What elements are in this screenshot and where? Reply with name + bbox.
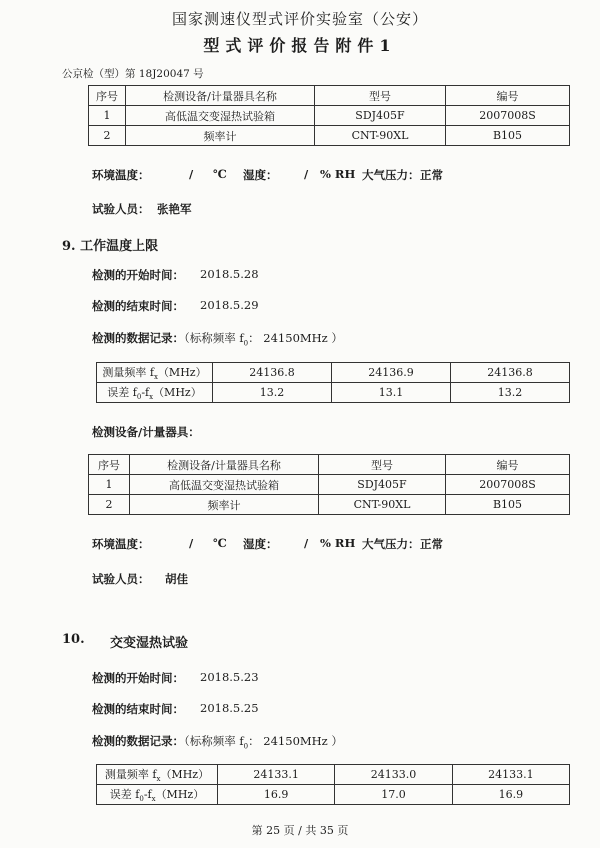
nominal-freq-sub: 0 — [243, 742, 249, 751]
measured-freq-text: 测量频率 f — [104, 767, 157, 781]
nominal-freq-prefix: （标称频率 f — [184, 331, 244, 345]
end-time-value: 2018.5.25 — [200, 701, 259, 715]
measured-freq-label — [97, 765, 218, 785]
table-cell: 16.9 — [218, 785, 335, 805]
data-record-label-text: 检测的数据记录： — [92, 734, 184, 748]
nominal-freq-prefix: （标称频率 f — [184, 734, 244, 748]
env-temp-label: 环境温度： — [92, 537, 150, 551]
table-cell: 1 — [89, 475, 130, 495]
measurement-table-10 — [96, 764, 570, 805]
humidity-unit: % RH — [320, 536, 356, 550]
env-temp-value: / — [189, 167, 194, 181]
table-cell: B105 — [446, 126, 570, 146]
section-9-title: 9. 工作温度上限 — [62, 239, 159, 254]
measured-freq-label — [97, 363, 213, 383]
table-row — [97, 785, 570, 805]
table-header-cell: 型号 — [315, 86, 446, 106]
table-cell: 频率计 — [130, 495, 319, 515]
table-row — [89, 475, 570, 495]
table-header-cell: 检测设备/计量器具名称 — [126, 86, 315, 106]
table-header-cell: 编号 — [446, 455, 570, 475]
table-cell: 高低温交变湿热试验箱 — [126, 106, 315, 126]
table-cell: SDJ405F — [315, 106, 446, 126]
env-temp-value: / — [189, 536, 194, 550]
error-sub-0: 0 — [139, 795, 144, 804]
humidity-value: / — [304, 536, 309, 550]
table-row — [97, 383, 570, 403]
humidity-value: / — [304, 167, 309, 181]
table-cell: 2 — [89, 126, 126, 146]
start-time-value: 2018.5.23 — [200, 670, 259, 684]
start-time-label: 检测的开始时间： — [92, 671, 184, 685]
table-cell: 16.9 — [452, 785, 569, 805]
table-cell: 2007008S — [446, 475, 570, 495]
pressure-value: 正常 — [420, 537, 443, 551]
pressure-value: 正常 — [420, 168, 443, 182]
table-row — [89, 495, 570, 515]
table-cell: 24136.9 — [332, 363, 451, 383]
table-row — [89, 106, 570, 126]
temp-unit: ℃ — [213, 536, 227, 550]
nominal-freq-note — [184, 734, 343, 751]
table-cell: 24133.0 — [335, 765, 452, 785]
humidity-label: 湿度： — [243, 537, 278, 551]
table-cell: 24136.8 — [451, 363, 570, 383]
table-header-cell: 序号 — [89, 86, 126, 106]
error-label — [97, 785, 218, 805]
table-row — [97, 363, 570, 383]
nominal-freq-value: ： 24150MHz ） — [248, 331, 343, 345]
table-cell: 17.0 — [335, 785, 452, 805]
table-cell: 13.2 — [451, 383, 570, 403]
section-10-title: 交变湿热试验 — [110, 636, 189, 651]
data-record-label — [92, 330, 343, 347]
temp-unit: ℃ — [213, 167, 227, 181]
pressure-label: 大气压力： — [362, 537, 420, 551]
table-cell: CNT-90XL — [315, 126, 446, 146]
table-cell: 24136.8 — [213, 363, 332, 383]
table-header-cell: 编号 — [446, 86, 570, 106]
table-cell: 1 — [89, 106, 126, 126]
table-header-cell: 序号 — [89, 455, 130, 475]
humidity-label: 湿度： — [243, 168, 278, 182]
error-text: 误差 f — [107, 385, 137, 399]
table-header-cell: 型号 — [319, 455, 446, 475]
error-unit: （MHz） — [155, 787, 205, 801]
error-unit: （MHz） — [153, 385, 202, 399]
document-number: 公京检（型）第 18J20047 号 — [62, 68, 204, 80]
report-title: 型式评价报告附件1 — [203, 36, 397, 55]
nominal-freq-value: ： 24150MHz ） — [248, 734, 343, 748]
data-record-label-text: 检测的数据记录： — [92, 331, 184, 345]
table-cell: 高低温交变湿热试验箱 — [130, 475, 319, 495]
tester-name: 张艳军 — [157, 202, 192, 216]
table-cell: 2007008S — [446, 106, 570, 126]
lab-title: 国家测速仪型式评价实验室（公安） — [171, 10, 428, 28]
table-cell: 13.1 — [332, 383, 451, 403]
table-cell: 24133.1 — [452, 765, 569, 785]
section-10-number: 10. — [62, 632, 85, 647]
table-cell: 13.2 — [213, 383, 332, 403]
equipment-label: 检测设备/计量器具： — [92, 425, 200, 439]
data-record-label — [92, 733, 343, 750]
tester-label: 试验人员： — [92, 202, 150, 216]
measured-freq-unit: （MHz） — [157, 365, 207, 379]
table-cell: 频率计 — [126, 126, 315, 146]
table-cell: 24133.1 — [218, 765, 335, 785]
table-header-row — [89, 86, 570, 106]
nominal-freq-note — [184, 331, 343, 348]
error-label — [97, 383, 213, 403]
table-cell: CNT-90XL — [319, 495, 446, 515]
nominal-freq-sub: 0 — [243, 339, 249, 348]
table-row — [89, 126, 570, 146]
env-temp-label: 环境温度： — [92, 168, 150, 182]
error-sub-x: x — [149, 393, 154, 402]
table-cell: SDJ405F — [319, 475, 446, 495]
measured-freq-unit: （MHz） — [160, 767, 210, 781]
end-time-value: 2018.5.29 — [200, 298, 259, 312]
table-cell: B105 — [446, 495, 570, 515]
measured-freq-sub: x — [153, 373, 158, 382]
page-number: 第 25 页 / 共 35 页 — [251, 824, 349, 837]
measurement-table-9 — [96, 362, 570, 403]
measured-freq-text: 测量频率 f — [102, 365, 154, 379]
table-row — [97, 765, 570, 785]
error-text: 误差 f — [109, 787, 140, 801]
table-header-row — [89, 455, 570, 475]
start-time-label: 检测的开始时间： — [92, 268, 184, 282]
tester-label: 试验人员： — [92, 572, 150, 586]
tester-name: 胡佳 — [165, 572, 188, 586]
error-mid: -f — [143, 787, 152, 801]
start-time-value: 2018.5.28 — [200, 267, 259, 281]
equipment-table-top — [88, 85, 570, 146]
error-mid: -f — [141, 385, 150, 399]
table-header-cell: 检测设备/计量器具名称 — [130, 455, 319, 475]
end-time-label: 检测的结束时间： — [92, 702, 184, 716]
equipment-table-9 — [88, 454, 570, 515]
end-time-label: 检测的结束时间： — [92, 299, 184, 313]
table-cell: 2 — [89, 495, 130, 515]
error-sub-x: x — [151, 795, 156, 804]
error-sub-0: 0 — [136, 393, 142, 402]
pressure-label: 大气压力： — [362, 168, 420, 182]
measured-freq-sub: x — [156, 775, 161, 784]
humidity-unit: % RH — [320, 167, 356, 181]
